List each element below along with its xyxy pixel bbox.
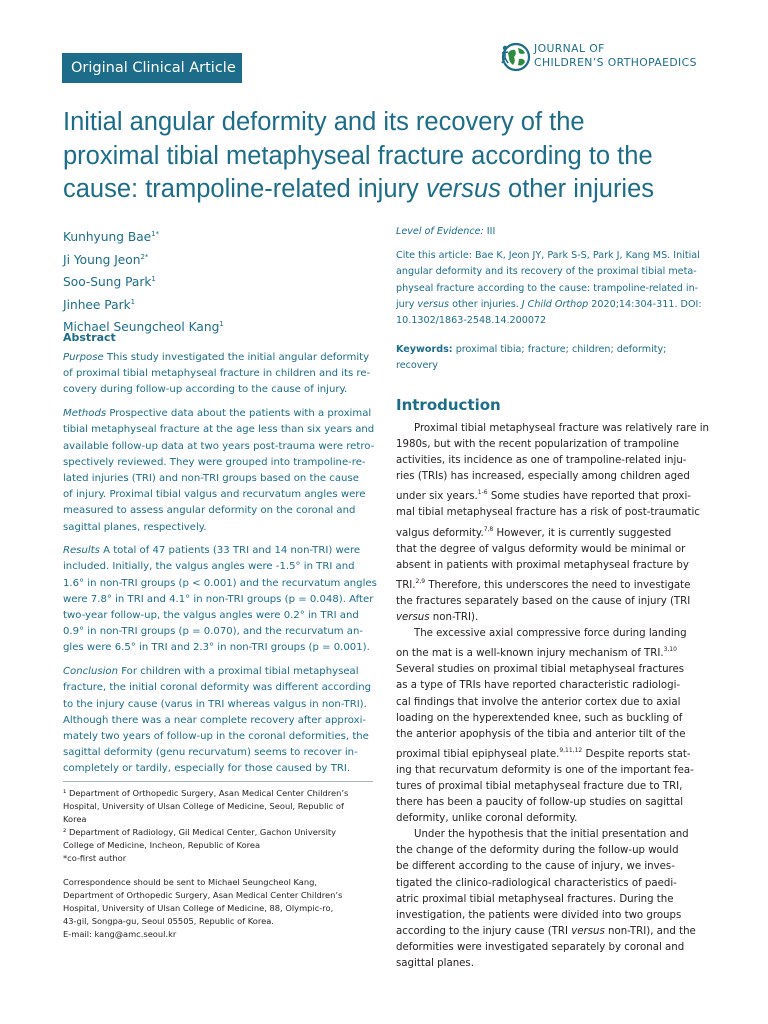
author-affiliation-mark: 1 [219, 320, 224, 329]
introduction-italic: versus [396, 612, 430, 624]
introduction-text: that the degree of valgus deformity would be minimal or [396, 543, 686, 555]
citation-superscript: 7,8 [483, 525, 494, 533]
introduction-text: Despite reports stat- [582, 748, 691, 760]
introduction-text: deformity, unlike coronal deformity. [396, 813, 578, 825]
abstract-section [63, 406, 373, 536]
abstract-text: of proximal tibial metaphyseal fracture in children and its re- [63, 368, 371, 380]
abstract-text: to the injury cause (varus in TRI whereas valgus in non-TRI). [63, 698, 367, 710]
introduction-text: there has been a paucity of follow-up studies on sagittal [396, 797, 684, 809]
correspondence-line: E-mail: kang@amc.seoul.kr [63, 929, 177, 939]
abstract-line [63, 543, 373, 559]
abstract-text: covery during follow-up according to the cause of injury. [63, 384, 348, 396]
abstract-line [63, 439, 373, 455]
author-name [63, 270, 373, 293]
citation-line [396, 248, 706, 264]
introduction-text: absent in patients with proximal metaphyseal fracture by [396, 559, 689, 571]
introduction-line [396, 876, 706, 892]
affiliations [63, 787, 373, 865]
author-name-text: Michael Seungcheol Kang [63, 320, 220, 335]
introduction-text: investigation, the patients were divided into two groups [396, 909, 682, 921]
introduction-text: on the mat is a well-known injury mechanism of TRI. [396, 648, 664, 660]
author-name [63, 293, 373, 316]
journal-logo [499, 40, 719, 80]
citation-text: versus [417, 298, 450, 310]
introduction-line [396, 711, 706, 727]
introduction-text: tigated the clinico-radiological characteristics of paedi- [396, 877, 677, 889]
citation-text: J Child Orthop [521, 298, 589, 310]
abstract-line [63, 697, 373, 713]
introduction-line [396, 843, 706, 859]
citation-text: jury [396, 298, 418, 310]
citation-superscript: 2,9 [415, 577, 426, 585]
abstract-heading: Abstract [63, 331, 116, 344]
correspondence-line: Correspondence should be sent to Michael Seungcheol Kang, [63, 877, 318, 887]
abstract-text: tibial metaphyseal fracture at the age less than six years and [63, 424, 375, 436]
introduction-line [396, 827, 706, 843]
introduction-text: ing that recurvatum deformity is one of the important fea- [396, 764, 694, 776]
abstract-text: sagittal planes, respectively. [63, 521, 207, 533]
footnote-divider [63, 781, 373, 782]
introduction-line [396, 558, 706, 574]
abstract-line [63, 422, 373, 438]
keywords [396, 342, 706, 374]
abstract-line [63, 608, 373, 624]
abstract-text: measured to assess angular deformity on the coronal and [63, 505, 356, 517]
introduction-line [396, 542, 706, 558]
introduction-line [396, 956, 706, 972]
abstract-line [63, 455, 373, 471]
introduction-line [396, 505, 706, 521]
abstract-text: two-year follow-up, the valgus angles were 0.2° in TRI and [63, 610, 359, 622]
introduction-text: under six years. [396, 491, 478, 503]
introduction-text: be different according to the cause of injury, we inves- [396, 861, 675, 873]
introduction-text: tures of proximal tibial metaphyseal fracture due to TRI, [396, 780, 683, 792]
journal-globe-logo-icon [499, 40, 531, 74]
keywords-text: recovery [396, 360, 438, 372]
journal-name-line1: JOURNAL OF [534, 42, 605, 55]
abstract-line [63, 761, 373, 777]
author-name [63, 248, 373, 271]
article-meta [396, 224, 706, 375]
keywords-text: proximal tibia; fracture; children; deformity; [452, 344, 667, 356]
introduction-text: Several studies on proximal tibial metaphyseal fractures [396, 664, 685, 676]
correspondence-line: 43-gil, Songpa-gu, Seoul 05505, Republic of Korea. [63, 916, 274, 926]
abstract-text: fracture, the initial coronal deformity was different according [63, 682, 372, 694]
abstract-line [63, 729, 373, 745]
citation-superscript: 3,10 [663, 646, 677, 654]
introduction-text: Some studies have reported that proxi- [487, 491, 691, 503]
introduction-text: sagittal planes. [396, 958, 474, 969]
abstract-text: lated injuries (TRI) and non-TRI groups based on the cause [63, 472, 359, 484]
introduction-line [396, 892, 706, 908]
citation-superscript: 1-6 [477, 489, 488, 497]
author-name [63, 225, 373, 248]
abstract-line [63, 503, 373, 519]
citation [396, 248, 706, 329]
introduction-line [396, 908, 706, 924]
abstract-line [63, 745, 373, 761]
introduction-line [396, 626, 706, 642]
abstract-text: spectively reviewed. They were grouped into trampoline-re- [63, 456, 366, 468]
introduction-text: 1980s, but with the recent popularization of trampoline [396, 439, 680, 451]
abstract-line [63, 680, 373, 696]
author-affiliation-mark: 1* [151, 230, 160, 238]
introduction-line [396, 859, 706, 875]
author-name-text: Ji Young Jeon [63, 252, 141, 267]
abstract [63, 330, 377, 785]
affiliation-line: ² Department of Radiology, Gil Medical Center, Gachon University [63, 827, 337, 837]
introduction-heading: Introduction [396, 396, 501, 414]
introduction-text: the change of the deformity during the follow-up would [396, 845, 679, 857]
abstract-section [63, 543, 377, 656]
abstract-line [63, 576, 377, 592]
article-type-label: Original Clinical Article [62, 53, 242, 83]
correspondence [63, 876, 373, 941]
author-list [63, 225, 373, 338]
introduction-text: mal tibial metaphyseal fracture has a risk of post-traumatic [396, 507, 700, 519]
introduction-text: the fractures separately based on the cause of injury (TRI [396, 595, 691, 607]
abstract-line [63, 713, 373, 729]
abstract-text: sagittal deformity (genu recurvatum) seems to recover in- [63, 747, 358, 759]
author-affiliation-mark: 2* [140, 252, 149, 261]
introduction-text: The excessive axial compressive force during landing [414, 628, 687, 640]
abstract-section-label: Purpose [63, 352, 104, 363]
author-name-text: Kunhyung Bae [63, 230, 152, 245]
abstract-text: A total of 47 patients (33 TRI and 14 non-TRI) were [99, 545, 361, 557]
citation-text: physeal fracture according to the cause: trampoline-related in- [396, 282, 699, 294]
introduction-line [396, 763, 706, 779]
author-affiliation-mark: 1 [151, 275, 156, 284]
introduction-text: valgus deformity. [396, 527, 484, 539]
affiliation-line: *co-first author [63, 853, 127, 863]
citation-line [396, 264, 706, 280]
introduction-line [396, 574, 706, 594]
abstract-text: 1.6° in non-TRI groups (p < 0.001) and the recurvatum angles [63, 577, 377, 589]
citation-text: 10.1302/1863-2548.14.200072 [396, 315, 547, 327]
introduction-line [396, 743, 706, 763]
introduction-line [396, 642, 706, 662]
introduction-text: activities, its incidence as one of trampoline-related inju- [396, 455, 687, 467]
introduction-line [396, 678, 706, 694]
title-line: Initial angular deformity and its recovery of the [63, 108, 585, 136]
introduction-line [396, 779, 706, 795]
introduction-line [396, 795, 706, 811]
introduction-text: according to the injury cause (TRI [396, 925, 572, 937]
abstract-line [63, 350, 373, 366]
introduction-line [396, 610, 706, 626]
introduction-text: Therefore, this underscores the need to investigate [425, 579, 691, 591]
citation-text: 2020;14:304-311. DOI: [588, 298, 702, 310]
abstract-text: mately two years of follow-up in the coronal deformities, the [63, 730, 369, 742]
abstract-text: For children with a proximal tibial metaphyseal [118, 666, 359, 678]
keywords-line [396, 358, 706, 374]
author-name-text: Jinhee Park [63, 297, 131, 312]
introduction-line [396, 695, 706, 711]
introduction-text: loading on the hyperextended knee, such as buckling of [396, 712, 683, 724]
abstract-section [63, 664, 373, 777]
introduction-text: TRI. [396, 579, 416, 591]
abstract-line [63, 382, 373, 398]
abstract-section-label: Conclusion [63, 666, 119, 678]
abstract-text: available follow-up data at two years post-trauma were retro- [63, 440, 375, 452]
abstract-line [63, 487, 373, 503]
abstract-line [63, 366, 373, 382]
introduction-text: the anterior apophysis of the tibia and anterior tilt of the [396, 728, 686, 740]
introduction-line [396, 485, 706, 505]
abstract-text: of injury. Proximal tibial valgus and recurvatum angles were [63, 489, 366, 501]
introduction-line [396, 469, 706, 485]
abstract-text: included. Initially, the valgus angles were -1.5° in TRI and [63, 561, 355, 573]
abstract-text: gles were 6.5° in TRI and 2.3° in non-TRI groups (p = 0.001). [63, 642, 370, 654]
introduction-text: atric proximal tibial metaphyseal fractures. During the [396, 893, 674, 905]
affiliation-line: ¹ Department of Orthopedic Surgery, Asan Medical Center Children’s [63, 788, 349, 798]
introduction-line [396, 421, 710, 437]
introduction-line [396, 594, 706, 610]
title-line: proximal tibial metaphyseal fracture according to the [63, 141, 653, 170]
introduction-text: as a type of TRIs have reported characteristic radiologi- [396, 680, 681, 692]
abstract-text: This study investigated the initial angular deformity [103, 352, 370, 363]
introduction-line [396, 522, 706, 542]
citation-text: other injuries. [449, 298, 522, 310]
abstract-line [63, 624, 373, 640]
citation-text: angular deformity and its recovery of the proximal tibial meta- [396, 266, 697, 278]
introduction-italic: versus [571, 925, 605, 937]
correspondence-line: Hospital, University of Ulsan College of Medicine, 88, Olympic-ro, [63, 903, 334, 913]
introduction-text: non-TRI). [429, 612, 479, 624]
introduction-text: deformities were investigated separately by coronal and [396, 941, 685, 953]
introduction-text: However, it is currently suggested [493, 527, 672, 539]
abstract-line [63, 592, 373, 608]
citation-superscript: 9,11,12 [559, 746, 583, 754]
abstract-line [63, 559, 373, 575]
introduction-body [396, 421, 710, 972]
abstract-text: 0.9° in non-TRI groups (p = 0.070), and the recurvatum an- [63, 626, 364, 638]
introduction-line [396, 940, 706, 956]
title-line: cause: trampoline-related injury versus other injuries [63, 175, 655, 203]
abstract-text: were 7.8° in TRI and 4.1° in non-TRI groups (p = 0.048). After [63, 593, 374, 605]
abstract-line [63, 406, 373, 422]
citation-line [396, 313, 706, 329]
article-title [63, 106, 733, 207]
abstract-section [63, 350, 373, 399]
introduction-text: non-TRI), and the [604, 925, 696, 937]
abstract-text: Although there was a near complete recovery after approxi- [63, 714, 367, 726]
abstract-line [63, 520, 373, 536]
abstract-line [63, 471, 373, 487]
introduction-text: Proximal tibial metaphyseal fracture was relatively rare in [414, 423, 710, 434]
abstract-line [63, 664, 373, 680]
keywords-label: Keywords: [396, 344, 453, 356]
footnotes [63, 787, 373, 941]
author-name-text: Soo-Sung Park [63, 275, 152, 290]
introduction-text: proximal tibial epiphyseal plate. [396, 748, 560, 760]
introduction-line [396, 453, 706, 469]
introduction-line [396, 662, 706, 678]
affiliation-line: Hospital, University of Ulsan College of Medicine, Seoul, Republic of [63, 801, 344, 811]
abstract-line [63, 640, 373, 656]
author-affiliation-mark: 1 [130, 297, 136, 306]
abstract-text: Prospective data about the patients with a proximal [106, 408, 372, 420]
affiliation-line: College of Medicine, Incheon, Republic of Korea [63, 840, 261, 850]
introduction-text: Under the hypothesis that the initial presentation and [414, 829, 689, 841]
keywords-line [396, 342, 706, 358]
introduction-line [396, 811, 706, 827]
abstract-section-label: Methods [63, 408, 107, 420]
introduction-text: ries (TRIs) has increased, especially among children aged [396, 471, 690, 483]
introduction-text: cal findings that involve the anterior cortex due to axial [396, 696, 681, 708]
affiliation-line: Korea [63, 814, 87, 824]
introduction-line [396, 924, 706, 940]
introduction-line [396, 437, 706, 453]
journal-name-line2: CHILDREN’S ORTHOPAEDICS [534, 56, 697, 69]
citation-line [396, 281, 706, 297]
citation-text: Cite this article: Bae K, Jeon JY, Park S-S, Park J, Kang MS. Initial [396, 250, 700, 262]
citation-line [396, 297, 706, 313]
abstract-section-label: Results [63, 545, 100, 557]
correspondence-line: Department of Orthopedic Surgery, Asan Medical Center Children’s [63, 890, 343, 900]
introduction-line [396, 727, 706, 743]
abstract-text: completely or tardily, especially for those caused by TRI. [63, 763, 351, 775]
level-of-evidence: Level of Evidence: III [396, 226, 496, 237]
